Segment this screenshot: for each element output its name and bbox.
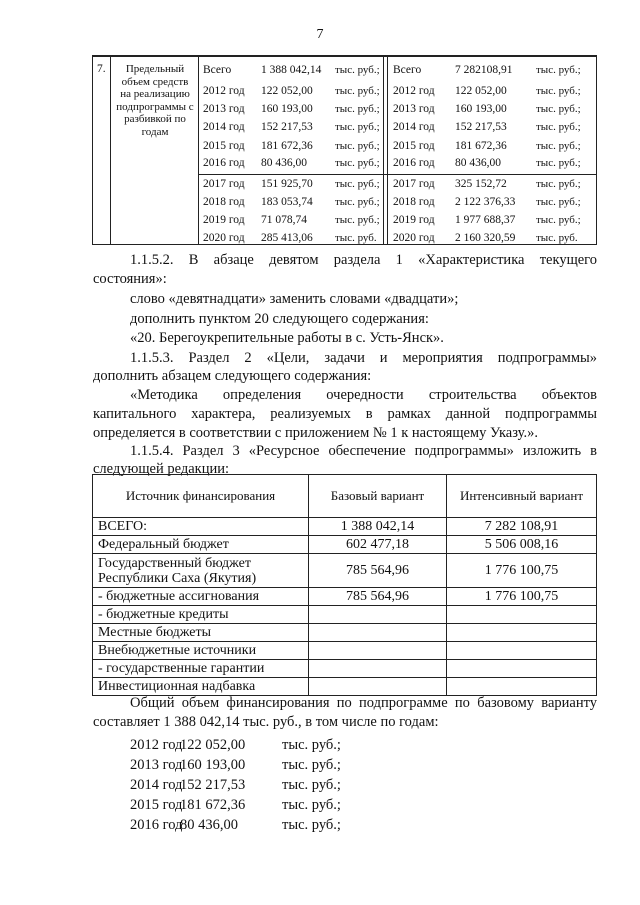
year-label: 2016 год (130, 817, 183, 833)
paragraph: следующей редакции: (93, 461, 230, 477)
table-row (93, 606, 597, 624)
amount-cell (309, 678, 447, 696)
amount-value: 181 672,36 (180, 797, 246, 813)
year-label: 2015 год (203, 140, 245, 152)
amount-value: 1 977 688,37 (455, 214, 516, 226)
paragraph: составляет 1 388 042,14 тыс. руб., в том числе по годам: (93, 714, 439, 730)
table-row (93, 678, 597, 696)
year-label: 2020 год (393, 232, 435, 244)
row-number: 7. (97, 63, 106, 75)
amount-cell: 1 776 100,75 (447, 554, 597, 588)
table-row (93, 536, 597, 554)
year-label: 2013 год (393, 103, 435, 115)
year-label: 2012 год (393, 85, 435, 97)
amount-cell (309, 660, 447, 678)
year-label: 2012 год (203, 85, 245, 97)
year-label: 2017 год (393, 178, 435, 190)
source-cell: - бюджетные кредиты (93, 606, 309, 624)
source-cell: - государственные гарантии (93, 660, 309, 678)
unit-label: тыс. руб.; (536, 85, 581, 97)
amount-value: 325 152,72 (455, 178, 507, 190)
amount-value: 71 078,74 (261, 214, 307, 226)
amount-cell (309, 606, 447, 624)
unit-label: тыс. руб.; (536, 214, 581, 226)
source-cell: Федеральный бюджет (93, 536, 309, 554)
amount-value: 181 672,36 (261, 140, 313, 152)
table-row (93, 660, 597, 678)
unit-label: тыс. руб.; (536, 196, 581, 208)
amount-value: 122 052,00 (180, 737, 246, 753)
amount-value: 80 436,00 (261, 157, 307, 169)
year-label: 2014 год (130, 777, 183, 793)
paragraph: 1.1.5.2. В абзаце девятом раздела 1 «Характеристика текущего (130, 252, 597, 268)
unit-label: тыс. руб.; (335, 121, 380, 133)
unit-label: тыс. руб.; (536, 157, 581, 169)
source-cell: - бюджетные ассигнования (93, 588, 309, 606)
passport-table (92, 55, 597, 245)
table-row (93, 554, 597, 588)
paragraph: слово «девятнадцати» заменить словами «двадцати»; (130, 291, 459, 307)
paragraph: состояния»: (93, 271, 167, 287)
source-cell: ВСЕГО: (93, 518, 309, 536)
year-label: Всего (393, 64, 422, 76)
unit-label: тыс. руб.; (536, 121, 581, 133)
year-label: 2016 год (393, 157, 435, 169)
column-header: Источник финансирования (93, 475, 309, 518)
unit-label: тыс. руб.; (335, 196, 380, 208)
amount-value: 7 282108,91 (455, 64, 513, 76)
year-label: 2015 год (393, 140, 435, 152)
amount-cell: 5 506 008,16 (447, 536, 597, 554)
unit-label: тыс. руб.; (335, 85, 380, 97)
amount-value: 80 436,00 (455, 157, 501, 169)
amount-value: 160 193,00 (180, 757, 246, 773)
amount-value: 181 672,36 (455, 140, 507, 152)
year-label: 2020 год (203, 232, 245, 244)
unit-label: тыс. руб.; (335, 178, 380, 190)
unit-label: тыс. руб.; (536, 178, 581, 190)
unit-label: тыс. руб.; (282, 817, 341, 833)
amount-cell (309, 642, 447, 660)
amount-cell (447, 660, 597, 678)
paragraph: дополнить пунктом 20 следующего содержания: (130, 311, 429, 327)
paragraph: определяется в соответствии с приложением № 1 к настоящему Указу.». (93, 425, 538, 441)
amount-cell (447, 624, 597, 642)
page-number: 7 (316, 27, 324, 42)
paragraph: «Методика определения очередности строительства объектов (130, 387, 597, 403)
year-label: 2014 год (203, 121, 245, 133)
column-header: Базовый вариант (309, 475, 447, 518)
amount-cell (309, 624, 447, 642)
amount-value: 152 217,53 (180, 777, 246, 793)
unit-label: тыс. руб. (536, 232, 578, 244)
amount-cell (447, 678, 597, 696)
table-row (93, 588, 597, 606)
amount-value: 1 388 042,14 (261, 64, 322, 76)
row-label: Предельный объем средств на реализацию подпрограммы с разбивкой по годам (116, 63, 194, 138)
paragraph: дополнить абзацем следующего содержания: (93, 368, 372, 384)
year-label: 2017 год (203, 178, 245, 190)
year-label: 2019 год (203, 214, 245, 226)
amount-cell: 602 477,18 (309, 536, 447, 554)
unit-label: тыс. руб. (335, 232, 377, 244)
amount-cell (447, 642, 597, 660)
amount-value: 160 193,00 (261, 103, 313, 115)
paragraph: капитального характера, реализуемых в рамках данной подпрограммы (93, 406, 597, 422)
unit-label: тыс. руб.; (282, 737, 341, 753)
amount-value: 151 925,70 (261, 178, 313, 190)
unit-label: тыс. руб.; (335, 214, 380, 226)
unit-label: тыс. руб.; (282, 757, 341, 773)
table-row (93, 518, 597, 536)
table-row (93, 624, 597, 642)
amount-value: 152 217,53 (455, 121, 507, 133)
amount-cell (447, 606, 597, 624)
unit-label: тыс. руб.; (282, 797, 341, 813)
amount-value: 183 053,74 (261, 196, 313, 208)
amount-cell: 7 282 108,91 (447, 518, 597, 536)
source-cell: Государственный бюджет Республики Саха (Якутия) (93, 554, 309, 588)
unit-label: тыс. руб.; (536, 103, 581, 115)
unit-label: тыс. руб.; (335, 64, 380, 76)
paragraph: 1.1.5.3. Раздел 2 «Цели, задачи и мероприятия подпрограммы» (130, 350, 597, 366)
amount-value: 285 413,06 (261, 232, 313, 244)
unit-label: тыс. руб.; (335, 140, 380, 152)
paragraph: 1.1.5.4. Раздел 3 «Ресурсное обеспечение подпрограммы» изложить в (130, 443, 597, 459)
unit-label: тыс. руб.; (536, 140, 581, 152)
unit-label: тыс. руб.; (335, 103, 380, 115)
amount-cell: 785 564,96 (309, 554, 447, 588)
year-label: 2018 год (203, 196, 245, 208)
amount-value: 152 217,53 (261, 121, 313, 133)
column-header: Интенсивный вариант (447, 475, 597, 518)
amount-value: 2 122 376,33 (455, 196, 516, 208)
amount-cell: 785 564,96 (309, 588, 447, 606)
amount-value: 122 052,00 (455, 85, 507, 97)
amount-value: 80 436,00 (180, 817, 238, 833)
amount-value: 122 052,00 (261, 85, 313, 97)
paragraph: Общий объем финансирования по подпрограмме по базовому варианту (130, 695, 597, 711)
amount-value: 160 193,00 (455, 103, 507, 115)
year-label: 2019 год (393, 214, 435, 226)
unit-label: тыс. руб.; (536, 64, 581, 76)
source-cell: Местные бюджеты (93, 624, 309, 642)
unit-label: тыс. руб.; (282, 777, 341, 793)
amount-cell: 1 388 042,14 (309, 518, 447, 536)
year-label: Всего (203, 64, 232, 76)
year-label: 2016 год (203, 157, 245, 169)
source-cell: Внебюджетные источники (93, 642, 309, 660)
year-label: 2013 год (130, 757, 183, 773)
year-label: 2015 год (130, 797, 183, 813)
unit-label: тыс. руб.; (335, 157, 380, 169)
amount-cell: 1 776 100,75 (447, 588, 597, 606)
amount-value: 2 160 320,59 (455, 232, 516, 244)
year-label: 2018 год (393, 196, 435, 208)
year-label: 2014 год (393, 121, 435, 133)
year-label: 2013 год (203, 103, 245, 115)
funding-table (92, 474, 597, 696)
paragraph: «20. Берегоукрепительные работы в с. Усть-Янск». (130, 330, 444, 346)
source-cell: Инвестиционная надбавка (93, 678, 309, 696)
year-label: 2012 год (130, 737, 183, 753)
table-row (93, 642, 597, 660)
